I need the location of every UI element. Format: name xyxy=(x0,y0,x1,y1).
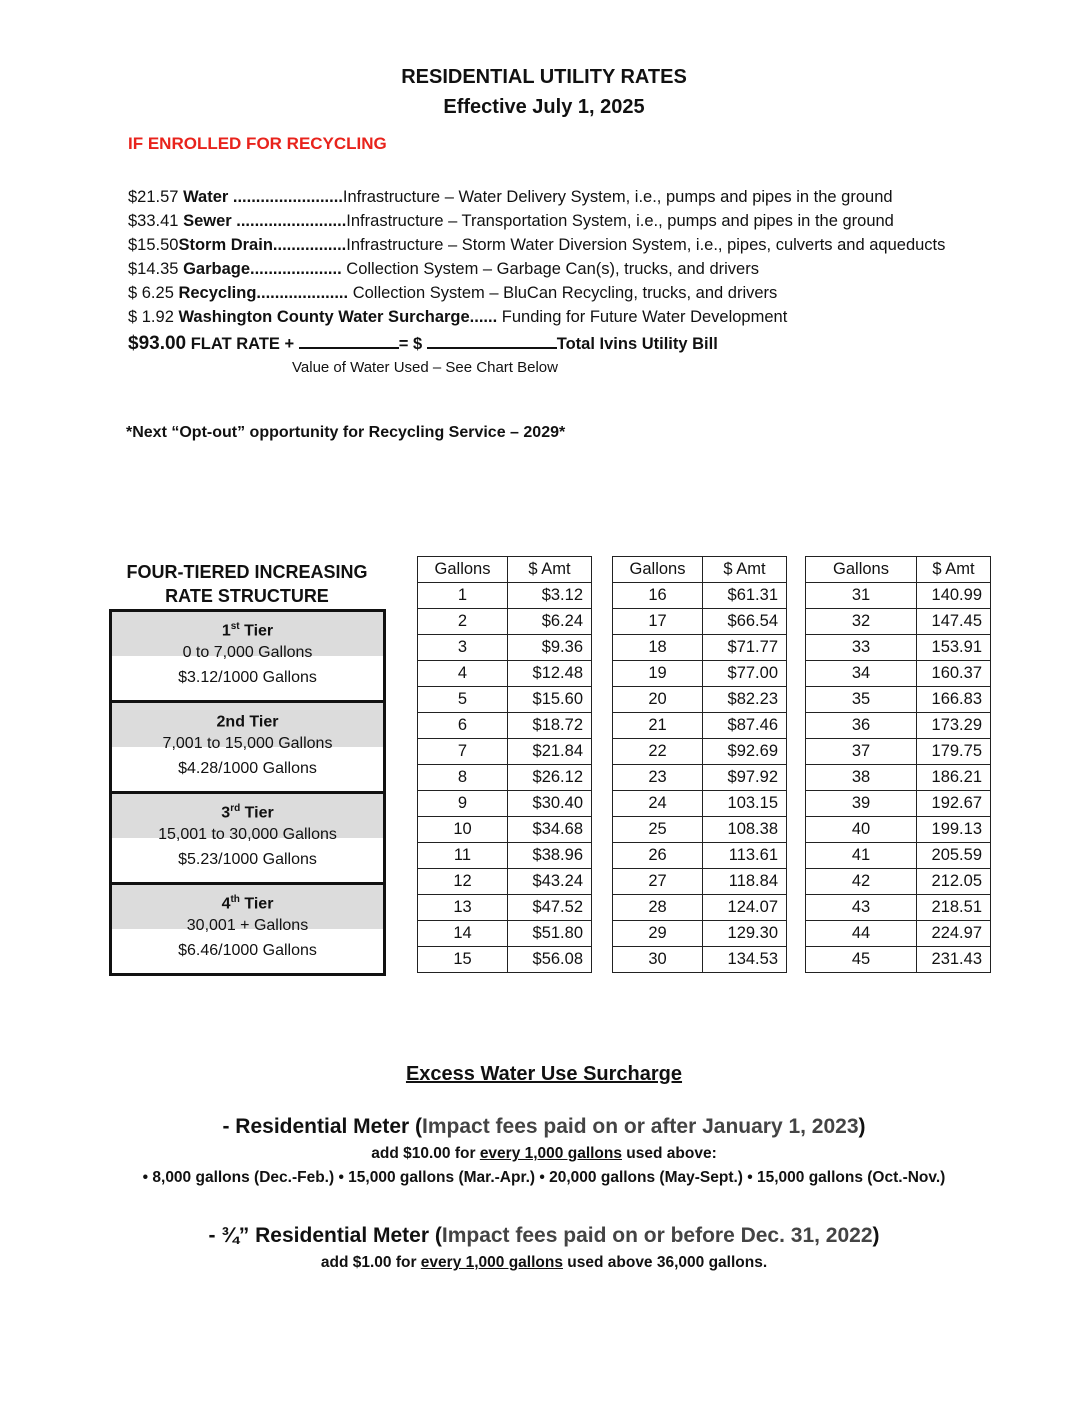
tier-rate: $3.12/1000 Gallons xyxy=(178,669,317,686)
amount-cell: 118.84 xyxy=(703,869,787,895)
total-blank xyxy=(427,333,557,349)
tier-2 xyxy=(112,703,383,794)
table-row xyxy=(418,947,592,973)
fee-description: Funding for Future Water Development xyxy=(497,308,788,326)
amount-cell: 186.21 xyxy=(917,765,991,791)
gallons-cell: 35 xyxy=(806,687,917,713)
fee-name: Washington County Water Surcharge...... xyxy=(178,308,498,326)
gallons-cell: 42 xyxy=(806,869,917,895)
tier-rate: $4.28/1000 Gallons xyxy=(178,760,317,777)
optout-note: *Next “Opt-out” opportunity for Recycling Service – 2029* xyxy=(126,424,566,441)
page-title: RESIDENTIAL UTILITY RATES xyxy=(401,66,687,88)
tier-1 xyxy=(112,612,383,703)
table-row xyxy=(613,661,787,687)
gallons-cell: 22 xyxy=(613,739,703,765)
fee-line-garbage xyxy=(128,260,759,279)
table-row xyxy=(418,817,592,843)
value-note: Value of Water Used – See Chart Below xyxy=(292,359,558,376)
amount-cell: $18.72 xyxy=(508,713,592,739)
table-row xyxy=(613,791,787,817)
fee-description: Infrastructure – Storm Water Diversion System, i.e., pipes, culverts and aqueducts xyxy=(346,236,946,254)
amount-cell: 218.51 xyxy=(917,895,991,921)
fee-line-storm-drain xyxy=(128,236,945,255)
gallons-cell: 16 xyxy=(613,583,703,609)
gallons-cell: 41 xyxy=(806,843,917,869)
gallons-cell: 31 xyxy=(806,583,917,609)
amount-cell: $82.23 xyxy=(703,687,787,713)
amount-cell: $3.12 xyxy=(508,583,592,609)
gallons-cell: 38 xyxy=(806,765,917,791)
amount-cell: 147.45 xyxy=(917,609,991,635)
gallons-cell: 1 xyxy=(418,583,508,609)
table-row xyxy=(418,583,592,609)
gallons-cell: 28 xyxy=(613,895,703,921)
fee-amount: $14.35 xyxy=(128,260,179,278)
table-row xyxy=(613,713,787,739)
amount-cell: $30.40 xyxy=(508,791,592,817)
table-row xyxy=(613,817,787,843)
tier-header xyxy=(112,885,383,935)
recycling-enrolled-note: IF ENROLLED FOR RECYCLING xyxy=(128,134,387,153)
gallons-cell: 23 xyxy=(613,765,703,791)
gallons-cell: 19 xyxy=(613,661,703,687)
table-row xyxy=(806,921,991,947)
gallons-cell: 32 xyxy=(806,609,917,635)
amount-cell: 140.99 xyxy=(917,583,991,609)
table-row xyxy=(418,609,592,635)
table-row xyxy=(806,687,991,713)
table-row xyxy=(613,947,787,973)
tier-range: 0 to 7,000 Gallons xyxy=(182,644,313,662)
amount-cell: 160.37 xyxy=(917,661,991,687)
table-row xyxy=(613,843,787,869)
col-amount-header: $ Amt xyxy=(508,557,592,583)
col-gallons-header: Gallons xyxy=(613,557,703,583)
amount-cell: $9.36 xyxy=(508,635,592,661)
table-row xyxy=(613,869,787,895)
amount-cell: 199.13 xyxy=(917,817,991,843)
amount-cell: 192.67 xyxy=(917,791,991,817)
table-row xyxy=(418,869,592,895)
table-row xyxy=(418,713,592,739)
water-value-blank xyxy=(299,333,399,349)
col-amount-header: $ Amt xyxy=(917,557,991,583)
gallons-cell: 40 xyxy=(806,817,917,843)
table-row xyxy=(613,739,787,765)
table-row xyxy=(418,765,592,791)
gallons-cell: 29 xyxy=(613,921,703,947)
amount-cell: $92.69 xyxy=(703,739,787,765)
equals-label: = $ xyxy=(398,335,423,353)
table-row xyxy=(806,635,991,661)
fee-line-recycling xyxy=(128,284,777,303)
tier-rate: $6.46/1000 Gallons xyxy=(178,942,317,959)
amount-cell: $15.60 xyxy=(508,687,592,713)
fee-name: Water ........................ xyxy=(183,188,343,206)
fee-description: Infrastructure – Water Delivery System, i.e., pumps and pipes in the ground xyxy=(342,188,893,206)
amount-cell: $38.96 xyxy=(508,843,592,869)
gallons-cell: 11 xyxy=(418,843,508,869)
tier-header xyxy=(112,703,383,753)
amount-cell: $34.68 xyxy=(508,817,592,843)
table-row xyxy=(806,843,991,869)
col-gallons-header: Gallons xyxy=(806,557,917,583)
amount-cell: 205.59 xyxy=(917,843,991,869)
gallons-cell: 24 xyxy=(613,791,703,817)
table-row xyxy=(806,739,991,765)
table-row xyxy=(418,687,592,713)
col-amount-header: $ Amt xyxy=(703,557,787,583)
gallons-cell: 33 xyxy=(806,635,917,661)
amount-cell: $6.24 xyxy=(508,609,592,635)
gallons-cell: 6 xyxy=(418,713,508,739)
table-row xyxy=(613,895,787,921)
gallons-cell: 18 xyxy=(613,635,703,661)
tier-name: 3rd Tier xyxy=(221,803,274,822)
tier-heading xyxy=(110,560,384,608)
fee-description: Infrastructure – Transportation System, i.e., pumps and pipes in the ground xyxy=(346,212,894,230)
tier-range: 15,001 to 30,000 Gallons xyxy=(158,826,337,844)
gallons-cell: 13 xyxy=(418,895,508,921)
table-row xyxy=(806,609,991,635)
amount-cell: $43.24 xyxy=(508,869,592,895)
fee-name: Garbage.................... xyxy=(183,260,342,278)
gallons-cell: 37 xyxy=(806,739,917,765)
amount-cell: 113.61 xyxy=(703,843,787,869)
table-row xyxy=(806,947,991,973)
amount-cell: 231.43 xyxy=(917,947,991,973)
residential-meter-periods: • 8,000 gallons (Dec.-Feb.) • 15,000 gallons (Mar.-Apr.) • 20,000 gallons (May-Sept.) • 15,000 gallons (Oct.-Nov.) xyxy=(142,1169,946,1186)
fee-name: Storm Drain................ xyxy=(178,236,347,254)
surcharge-title: Excess Water Use Surcharge xyxy=(405,1063,683,1085)
gallons-cell: 15 xyxy=(418,947,508,973)
table-row xyxy=(806,869,991,895)
three-quarter-meter-title: - ¾” Residential Meter (Impact fees paid on or before Dec. 31, 2022) xyxy=(208,1224,880,1247)
gallons-cell: 9 xyxy=(418,791,508,817)
fee-name: Sewer ........................ xyxy=(183,212,347,230)
table-row xyxy=(418,635,592,661)
gallons-cell: 21 xyxy=(613,713,703,739)
gallons-table-2 xyxy=(612,556,787,973)
residential-meter-title: - Residential Meter (Impact fees paid on or after January 1, 2023) xyxy=(222,1115,866,1138)
tier-header xyxy=(112,612,383,662)
table-row xyxy=(806,765,991,791)
gallons-cell: 39 xyxy=(806,791,917,817)
gallons-table-3 xyxy=(805,556,991,973)
gallons-table-1 xyxy=(417,556,592,973)
tier-heading-line: FOUR-TIERED INCREASING xyxy=(126,562,368,582)
amount-cell: 134.53 xyxy=(703,947,787,973)
amount-cell: $51.80 xyxy=(508,921,592,947)
gallons-cell: 34 xyxy=(806,661,917,687)
amount-cell: $21.84 xyxy=(508,739,592,765)
table-row xyxy=(418,661,592,687)
fee-description: Collection System – BluCan Recycling, trucks, and drivers xyxy=(348,284,778,302)
table-row xyxy=(418,791,592,817)
table-row xyxy=(418,895,592,921)
tier-3 xyxy=(112,794,383,885)
amount-cell: $47.52 xyxy=(508,895,592,921)
fee-line-water-surcharge xyxy=(128,308,787,327)
gallons-cell: 14 xyxy=(418,921,508,947)
table-row xyxy=(806,661,991,687)
flat-rate-line xyxy=(128,333,718,355)
table-row xyxy=(806,895,991,921)
amount-cell: $77.00 xyxy=(703,661,787,687)
three-quarter-meter-rule: add $1.00 for every 1,000 gallons used above 36,000 gallons. xyxy=(320,1254,768,1271)
fee-amount: $33.41 xyxy=(128,212,179,230)
table-row xyxy=(806,791,991,817)
gallons-cell: 25 xyxy=(613,817,703,843)
tier-name: 2nd Tier xyxy=(216,713,279,731)
total-label: Total Ivins Utility Bill xyxy=(556,335,718,353)
table-row xyxy=(418,843,592,869)
flat-rate-label: FLAT RATE + xyxy=(190,335,295,353)
gallons-cell: 5 xyxy=(418,687,508,713)
amount-cell: $66.54 xyxy=(703,609,787,635)
amount-cell: 129.30 xyxy=(703,921,787,947)
amount-cell: 224.97 xyxy=(917,921,991,947)
amount-cell: $97.92 xyxy=(703,765,787,791)
amount-cell: $71.77 xyxy=(703,635,787,661)
amount-cell: 212.05 xyxy=(917,869,991,895)
gallons-cell: 43 xyxy=(806,895,917,921)
table-row xyxy=(418,921,592,947)
tier-4 xyxy=(112,885,383,973)
table-row xyxy=(806,817,991,843)
amount-cell: $12.48 xyxy=(508,661,592,687)
gallons-cell: 3 xyxy=(418,635,508,661)
amount-cell: $61.31 xyxy=(703,583,787,609)
table-row xyxy=(806,713,991,739)
gallons-cell: 26 xyxy=(613,843,703,869)
table-row xyxy=(613,921,787,947)
fee-amount: $21.57 xyxy=(128,188,179,206)
table-row xyxy=(613,765,787,791)
gallons-cell: 44 xyxy=(806,921,917,947)
table-row xyxy=(806,583,991,609)
tier-name: 4th Tier xyxy=(221,894,274,913)
gallons-cell: 20 xyxy=(613,687,703,713)
gallons-cell: 36 xyxy=(806,713,917,739)
gallons-cell: 45 xyxy=(806,947,917,973)
amount-cell: 179.75 xyxy=(917,739,991,765)
residential-meter-rule: add $10.00 for every 1,000 gallons used above: xyxy=(371,1145,717,1162)
tier-range: 7,001 to 15,000 Gallons xyxy=(162,735,333,753)
amount-cell: 108.38 xyxy=(703,817,787,843)
fee-name: Recycling.................... xyxy=(178,284,349,302)
tier-range: 30,001 + Gallons xyxy=(186,917,309,935)
fee-amount: $ 6.25 xyxy=(128,284,174,302)
table-row xyxy=(613,635,787,661)
gallons-cell: 10 xyxy=(418,817,508,843)
col-gallons-header: Gallons xyxy=(418,557,508,583)
fee-amount: $ 1.92 xyxy=(128,308,174,326)
gallons-cell: 7 xyxy=(418,739,508,765)
gallons-cell: 12 xyxy=(418,869,508,895)
amount-cell: $26.12 xyxy=(508,765,592,791)
fee-line-sewer xyxy=(128,212,894,231)
amount-cell: 103.15 xyxy=(703,791,787,817)
tier-name: 1st Tier xyxy=(221,621,274,640)
gallons-cell: 8 xyxy=(418,765,508,791)
fee-amount: $15.50 xyxy=(128,236,179,254)
gallons-cell: 30 xyxy=(613,947,703,973)
table-row xyxy=(613,583,787,609)
tier-rate: $5.23/1000 Gallons xyxy=(178,851,317,868)
flat-rate-amount: $93.00 xyxy=(128,333,187,354)
effective-date: Effective July 1, 2025 xyxy=(443,96,645,118)
amount-cell: 124.07 xyxy=(703,895,787,921)
amount-cell: $56.08 xyxy=(508,947,592,973)
amount-cell: 153.91 xyxy=(917,635,991,661)
tier-header xyxy=(112,794,383,844)
tier-box xyxy=(109,609,386,976)
amount-cell: 166.83 xyxy=(917,687,991,713)
amount-cell: 173.29 xyxy=(917,713,991,739)
gallons-cell: 4 xyxy=(418,661,508,687)
table-row xyxy=(613,687,787,713)
fee-line-water xyxy=(128,188,893,207)
gallons-cell: 2 xyxy=(418,609,508,635)
fee-description: Collection System – Garbage Can(s), trucks, and drivers xyxy=(341,260,759,278)
gallons-cell: 17 xyxy=(613,609,703,635)
table-row xyxy=(613,609,787,635)
amount-cell: $87.46 xyxy=(703,713,787,739)
tier-heading-line: RATE STRUCTURE xyxy=(165,586,329,606)
table-row xyxy=(418,739,592,765)
gallons-cell: 27 xyxy=(613,869,703,895)
